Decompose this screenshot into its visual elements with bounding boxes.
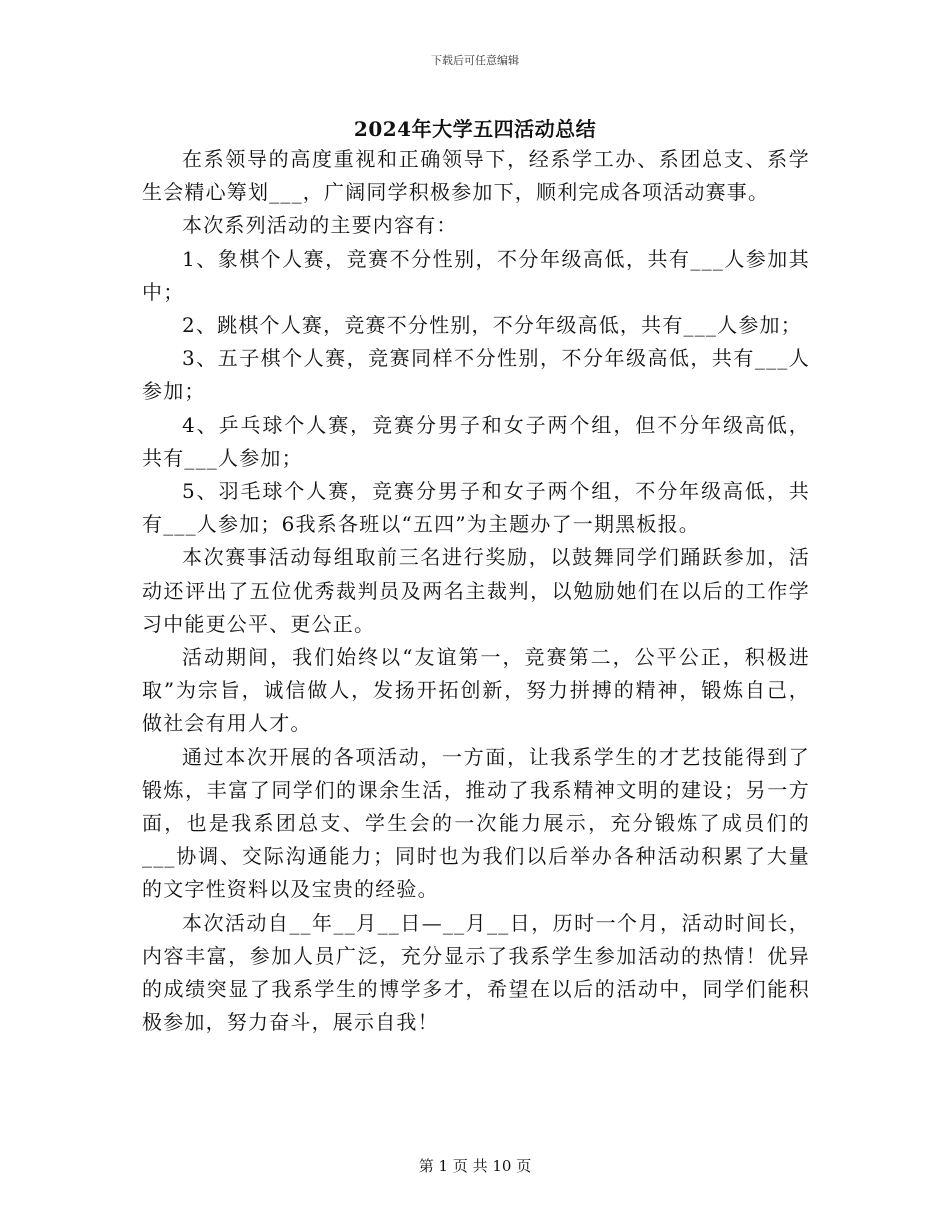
document-body: [142, 143, 810, 1039]
page-header-note: 下载后可任意编辑: [431, 54, 519, 67]
paragraph-conclusion: 本次活动自__年__月__日—__月__日，历时一个月，活动时间长，内容丰富，参加人员广泛，充分显示了我系学生参加活动的热情！优异的成绩突显了我系学生的博学多才，希望在以后的活动中，同学们能积极参加，努力奋斗，展示自我！: [142, 910, 810, 1035]
paragraph-item-pingpong: 4、乒乓球个人赛，竞赛分男子和女子两个组，但不分年级高低，共有___人参加；: [142, 412, 810, 470]
paragraph-intro: 在系领导的高度重视和正确领导下，经系学工办、系团总支、系学生会精心筹划___，广阔同学积极参加下，顺利完成各项活动赛事。: [142, 147, 810, 205]
paragraph-principles: 活动期间，我们始终以“友谊第一，竞赛第二，公平公正，积极进取”为宗旨，诚信做人，发扬开拓创新，努力拼搏的精神，锻炼自己，做社会有用人才。: [142, 645, 810, 736]
paragraph-item-checkers: 2、跳棋个人赛，竞赛不分性别，不分年级高低，共有___人参加；: [182, 313, 802, 338]
paragraph-contents-heading: 本次系列活动的主要内容有：: [182, 213, 458, 238]
paragraph-item-gomoku: 3、五子棋个人赛，竞赛同样不分性别，不分年级高低，共有___人参加；: [142, 346, 810, 404]
document-title: 2024年大学五四活动总结: [353, 117, 597, 141]
page-number-footer: 第 1 页 共 10 页: [418, 1157, 532, 1175]
paragraph-benefits: 通过本次开展的各项活动，一方面，让我系学生的才艺技能得到了锻炼，丰富了同学们的课余生活，推动了我系精神文明的建设；另一方面，也是我系团总支、学生会的一次能力展示，充分锻炼了成员们的___协调、交际沟通能力；同时也为我们以后举办各种活动积累了大量的文字性资料以及宝贵的经验。: [142, 744, 810, 902]
paragraph-awards: 本次赛事活动每组取前三名进行奖励，以鼓舞同学们踊跃参加，活动还评出了五位优秀裁判员及两名主裁判，以勉励她们在以后的工作学习中能更公平、更公正。: [142, 545, 810, 636]
paragraph-item-badminton: 5、羽毛球个人赛，竞赛分男子和女子两个组，不分年级高低，共有___人参加；6我系各班以“五四”为主题办了一期黑板报。: [142, 479, 810, 537]
paragraph-item-chess: 1、象棋个人赛，竞赛不分性别，不分年级高低，共有___人参加其中；: [142, 246, 810, 304]
